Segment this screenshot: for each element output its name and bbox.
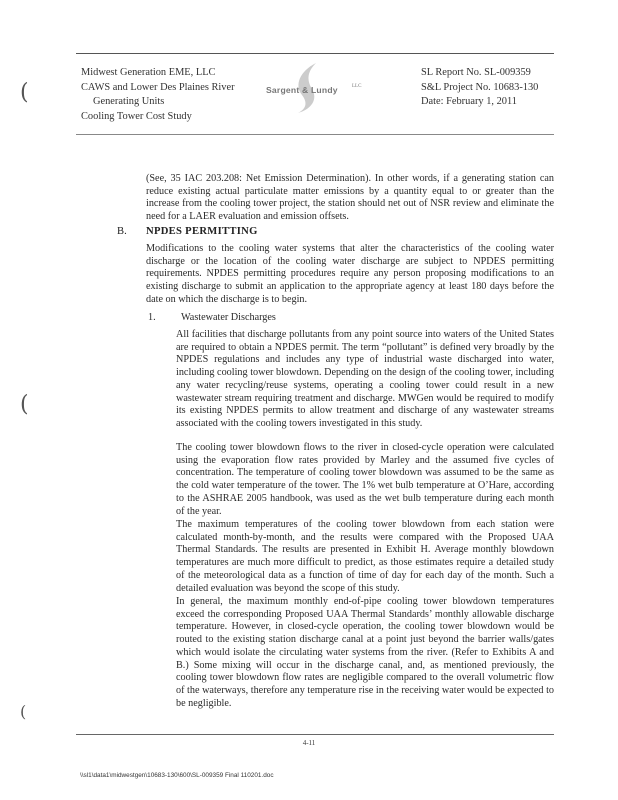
section-title: NPDES PERMITTING [146,226,258,237]
subsection-title: Wastewater Discharges [181,312,276,323]
header-river: CAWS and Lower Des Plaines River [81,81,235,93]
header-report-no: SL Report No. SL-009359 [421,67,531,78]
body-paragraph-4: In general, the maximum monthly end-of-pipe cooling tower blowdown temperatures exceed the corresponding Proposed UAA Thermal Standards’ monthly allowable discharge temperature. However, in closed-cycle operation, the cooling tower blowdown would be routed to the existing station discharge canal at a point just beyond the barrier walls/gates which would isolate the circulating water systems from the river. (Refer to Exhibits A and B.) Some mixing will occur in the discharge canal, and, as mentioned previously, the cooling tower blowdown flow rates are negligible compared to the overall volumetric flow of the waterways, therefore any temperature rise in the receiving water would be expected to be negligible. [176,596,554,709]
header-bottom-rule [76,134,554,135]
header-units: Generating Units [93,96,165,107]
binding-mark-middle: ( [20,392,29,417]
section-paragraph: Modifications to the cooling water systems that alter the characteristics of the cooling water discharge or the location of the cooling water discharge are subject to NPDES permitting requirements. NPDES permitting procedures require any person proposing modifications to an existing discharge to submit an application to the appropriate agency at least 180 days before the date on which the discharge is to begin. [146,243,554,305]
section-marker: B. [117,226,127,237]
body-paragraph-1: All facilities that discharge pollutants from any point source into waters of the United States are required to obtain a NPDES permit. The term “pollutant” is defined very broadly by the NPDES regulations and includes any type of industrial waste discharged into water, including cooling tower blowdown. Depending on the design of the cooling tower, including any water recycling/reuse systems, operating a cooling tower could result in a new wastewater stream requiring treatment and discharge. MWGen would be required to modify its existing NPDES permits to allow treatment and discharge of any wastewater streams associated with the cooling towers investigated in this study. [176,329,554,429]
logo-wordmark: Sargent & Lundy [266,85,338,95]
page-number: 4-11 [302,739,316,747]
footer-rule [76,734,554,735]
body-paragraph-2: The cooling tower blowdown flows to the river in closed-cycle operation were calculated using the evaporation flow rates provided by Marley and the assumed five cycles of concentration. The temperature of cooling tower blowdown was assumed to be the same as the cold water temperature of the tower. The 1% wet bulb temperature at O’Hare, according to the ASHRAE 2005 handbook, was used as the wet bulb temperature during each month of the year. [176,442,554,517]
subsection-marker: 1. [148,312,156,323]
file-path: \\sl1\data1\midwestgen\10683-130\600\SL-009359 Final 110201.doc [80,772,274,779]
header-date: Date: February 1, 2011 [421,96,517,107]
header-study: Cooling Tower Cost Study [81,110,192,122]
header-left [81,66,235,124]
body-paragraph-3: The maximum temperatures of the cooling tower blowdown from each station were calculated month-by-month, and the results were compared with the Proposed UAA Thermal Standards. The results are presented in Exhibit H. Average monthly blowdown temperatures are much more difficult to predict, as those estimates require a detailed study of the meteorological data as a function of time of day for each day of the month. Such a detailed evaluation was beyond the scope of this study. [176,519,554,594]
header-company: Midwest Generation EME, LLC [81,67,216,78]
header-top-rule [76,53,554,54]
header-project-no: S&L Project No. 10683-130 [421,81,539,93]
binding-mark-bottom: ( [20,702,27,721]
header-right [421,66,538,110]
binding-mark-top: ( [20,80,29,105]
intro-paragraph: (See, 35 IAC 203.208: Net Emission Determination). In other words, if a generating station can reduce existing actual particulate matter emissions by a quantity equal to or greater than the increase from the cooling tower project, the station should net out of NSR review and eliminate the need for a LAER evaluation and emission offsets. [146,173,554,223]
logo-trademark: LLC [352,84,362,89]
